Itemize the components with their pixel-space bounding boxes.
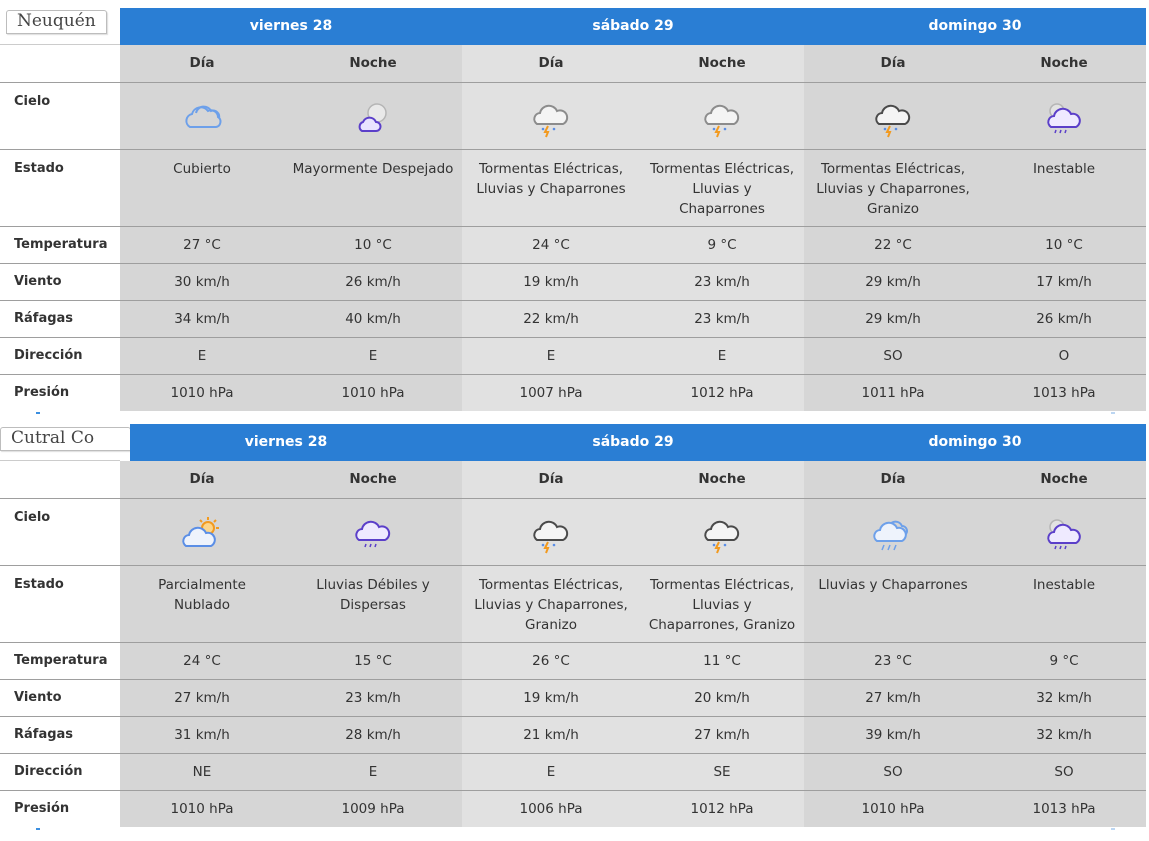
period-label: Noche — [698, 471, 746, 487]
cell-temp: 10 °C — [354, 237, 392, 253]
cell-viento: 19 km/h — [523, 274, 579, 290]
row-estado — [0, 565, 1146, 643]
cell-estado: Mayormente Despejado — [292, 161, 454, 177]
row-cielo — [0, 498, 1146, 566]
row-label: Presión — [14, 801, 70, 816]
row-label: Estado — [14, 577, 64, 592]
cell-presion: 1011 hPa — [861, 385, 925, 401]
cell-viento: 27 km/h — [865, 690, 921, 706]
cell-estado: Inestable — [1032, 577, 1096, 593]
cell-estado: Inestable — [1032, 161, 1096, 177]
row-rafagas — [0, 300, 1146, 338]
sky-cell — [462, 499, 640, 566]
days-header-bar — [130, 424, 1146, 461]
sky-cell — [982, 83, 1146, 150]
sky-cell — [284, 499, 462, 566]
row-label: Presión — [14, 385, 70, 400]
row-temp — [0, 226, 1146, 264]
period-label: Día — [189, 471, 215, 487]
sky-cell — [640, 83, 804, 150]
cell-presion: 1010 hPa — [170, 801, 234, 817]
scroll-marker — [36, 828, 40, 830]
light-rain-icon — [349, 513, 397, 557]
row-label: Ráfagas — [14, 727, 74, 742]
thunderstorm-hail-icon — [869, 97, 917, 141]
cell-dir: SO — [1054, 764, 1074, 780]
cell-presion: 1006 hPa — [519, 801, 583, 817]
row-label: Viento — [14, 274, 62, 289]
cell-rafagas: 32 km/h — [1036, 727, 1092, 743]
cell-presion: 1013 hPa — [1032, 385, 1096, 401]
city-tab[interactable]: Cutral Co — [0, 427, 131, 451]
city-tab[interactable]: Neuquén — [6, 10, 107, 34]
day-label: sábado 29 — [592, 18, 674, 34]
cell-estado: Cubierto — [173, 161, 231, 177]
row-temp — [0, 642, 1146, 680]
mostly-clear-night-icon — [349, 97, 397, 141]
cell-dir: E — [368, 348, 378, 364]
cell-dir: O — [1058, 348, 1070, 364]
row-label: Dirección — [14, 764, 83, 779]
row-presion — [0, 374, 1146, 412]
cell-rafagas: 26 km/h — [1036, 311, 1092, 327]
row-label: Ráfagas — [14, 311, 74, 326]
cell-rafagas: 40 km/h — [345, 311, 401, 327]
cell-rafagas: 29 km/h — [865, 311, 921, 327]
cell-dir: E — [368, 764, 378, 780]
thunderstorm-icon — [527, 97, 575, 141]
cell-rafagas: 21 km/h — [523, 727, 579, 743]
cell-dir: SE — [713, 764, 731, 780]
cell-presion: 1010 hPa — [341, 385, 405, 401]
row-label: Estado — [14, 161, 64, 176]
cell-temp: 27 °C — [183, 237, 221, 253]
cell-viento: 17 km/h — [1036, 274, 1092, 290]
cell-viento: 23 km/h — [345, 690, 401, 706]
row-label: Temperatura — [14, 237, 108, 252]
period-label: Día — [880, 55, 906, 71]
day-label: viernes 28 — [244, 434, 328, 450]
sky-cell — [120, 499, 284, 566]
cell-rafagas: 22 km/h — [523, 311, 579, 327]
cell-dir: E — [546, 348, 556, 364]
cell-temp: 26 °C — [532, 653, 570, 669]
cell-presion: 1009 hPa — [341, 801, 405, 817]
row-dir — [0, 337, 1146, 375]
cell-rafagas: 27 km/h — [694, 727, 750, 743]
sky-cell — [284, 83, 462, 150]
cell-temp: 22 °C — [874, 237, 912, 253]
sky-cell — [982, 499, 1146, 566]
row-viento — [0, 679, 1146, 717]
cell-presion: 1010 hPa — [861, 801, 925, 817]
sky-cell — [640, 499, 804, 566]
cell-viento: 30 km/h — [174, 274, 230, 290]
cloudy-icon — [178, 97, 226, 141]
cell-rafagas: 23 km/h — [694, 311, 750, 327]
scroll-marker — [36, 412, 40, 414]
sky-cell — [804, 83, 982, 150]
cell-dir: E — [197, 348, 207, 364]
rain-showers-icon — [869, 513, 917, 557]
row-estado — [0, 149, 1146, 227]
cell-viento: 32 km/h — [1036, 690, 1092, 706]
cell-presion: 1007 hPa — [519, 385, 583, 401]
cell-estado: Tormentas Eléctricas, Lluvias y Chaparrones, Granizo — [474, 577, 628, 633]
unstable-night-icon — [1040, 513, 1088, 557]
cell-estado: Lluvias y Chaparrones — [818, 577, 968, 593]
days-header-bar — [120, 8, 1146, 45]
cell-viento: 23 km/h — [694, 274, 750, 290]
thunderstorm-hail-icon — [698, 513, 746, 557]
period-header-row — [0, 45, 1146, 82]
cell-viento: 29 km/h — [865, 274, 921, 290]
row-label: Cielo — [14, 510, 51, 525]
cell-temp: 11 °C — [703, 653, 741, 669]
period-header-row — [0, 461, 1146, 498]
cell-estado: Tormentas Eléctricas, Lluvias y Chaparrones — [476, 161, 626, 197]
period-label: Noche — [349, 55, 397, 71]
cell-dir: SO — [883, 348, 903, 364]
row-presion — [0, 790, 1146, 828]
partly-cloudy-icon — [178, 513, 226, 557]
thunderstorm-hail-icon — [527, 513, 575, 557]
row-label: Viento — [14, 690, 62, 705]
row-label: Cielo — [14, 94, 51, 109]
cell-rafagas: 31 km/h — [174, 727, 230, 743]
row-label: Temperatura — [14, 653, 108, 668]
cell-temp: 23 °C — [874, 653, 912, 669]
cell-presion: 1010 hPa — [170, 385, 234, 401]
day-label: sábado 29 — [592, 434, 674, 450]
day-label: domingo 30 — [928, 434, 1022, 450]
day-label: domingo 30 — [928, 18, 1022, 34]
cell-viento: 20 km/h — [694, 690, 750, 706]
cell-presion: 1013 hPa — [1032, 801, 1096, 817]
sky-cell — [120, 83, 284, 150]
period-label: Día — [538, 471, 564, 487]
cell-presion: 1012 hPa — [690, 385, 754, 401]
cell-viento: 19 km/h — [523, 690, 579, 706]
row-dir — [0, 753, 1146, 791]
cell-viento: 26 km/h — [345, 274, 401, 290]
cell-temp: 15 °C — [354, 653, 392, 669]
scroll-marker — [1111, 828, 1115, 830]
cell-dir: E — [717, 348, 727, 364]
row-cielo — [0, 82, 1146, 150]
row-label: Dirección — [14, 348, 83, 363]
cell-estado: Tormentas Eléctricas, Lluvias y Chaparrones, Granizo — [648, 577, 796, 633]
day-label: viernes 28 — [249, 18, 333, 34]
scroll-marker — [1111, 412, 1115, 414]
cell-rafagas: 28 km/h — [345, 727, 401, 743]
cell-dir: NE — [192, 764, 212, 780]
sky-cell — [804, 499, 982, 566]
period-label: Noche — [1040, 471, 1088, 487]
cell-estado: Tormentas Eléctricas, Lluvias y Chaparrones, Granizo — [816, 161, 970, 217]
row-rafagas — [0, 716, 1146, 754]
period-label: Noche — [698, 55, 746, 71]
cell-dir: E — [546, 764, 556, 780]
unstable-night-icon — [1040, 97, 1088, 141]
cell-temp: 9 °C — [707, 237, 737, 253]
period-label: Día — [538, 55, 564, 71]
cell-viento: 27 km/h — [174, 690, 230, 706]
cell-rafagas: 34 km/h — [174, 311, 230, 327]
period-label: Día — [880, 471, 906, 487]
period-label: Noche — [1040, 55, 1088, 71]
cell-estado: Lluvias Débiles y Dispersas — [316, 577, 430, 613]
thunderstorm-icon — [698, 97, 746, 141]
cell-rafagas: 39 km/h — [865, 727, 921, 743]
cell-temp: 24 °C — [183, 653, 221, 669]
period-label: Noche — [349, 471, 397, 487]
sky-cell — [462, 83, 640, 150]
cell-estado: Tormentas Eléctricas, Lluvias y Chaparrones — [649, 161, 795, 217]
cell-temp: 9 °C — [1049, 653, 1079, 669]
cell-dir: SO — [883, 764, 903, 780]
cell-estado: Parcialmente Nublado — [158, 577, 246, 613]
row-viento — [0, 263, 1146, 301]
cell-temp: 24 °C — [532, 237, 570, 253]
cell-presion: 1012 hPa — [690, 801, 754, 817]
period-label: Día — [189, 55, 215, 71]
cell-temp: 10 °C — [1045, 237, 1083, 253]
